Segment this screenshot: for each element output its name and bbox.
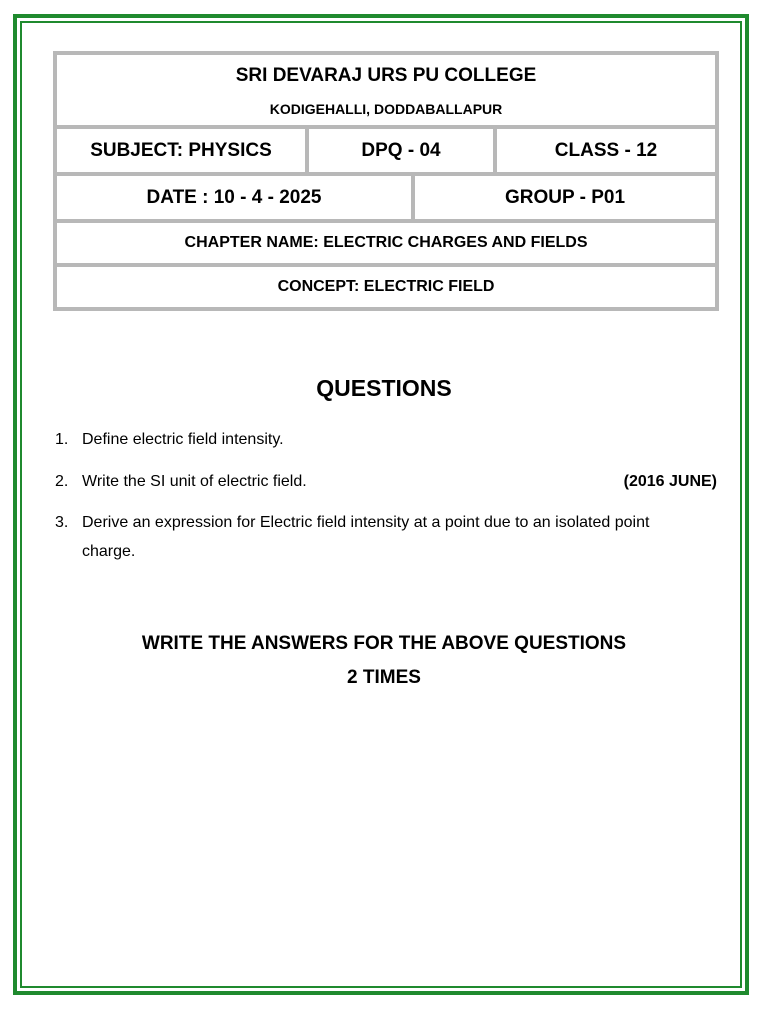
college-place: KODIGEHALLI, DODDABALLAPUR <box>269 101 503 117</box>
question-item <box>55 425 720 454</box>
group-cell: GROUP - P01 <box>413 174 717 221</box>
instruction-line-2: 2 TIMES <box>347 667 421 688</box>
subject-cell: SUBJECT: PHYSICS <box>55 127 307 174</box>
question-number: 3. <box>55 514 69 531</box>
instruction-line-1: WRITE THE ANSWERS FOR THE ABOVE QUESTIONS <box>141 633 627 654</box>
header-table <box>53 51 719 311</box>
question-item <box>55 508 720 566</box>
question-text: Derive an expression for Electric field intensity at a point due to an isolated point charge. <box>82 514 650 560</box>
question-number: 2. <box>55 473 69 490</box>
date-cell: DATE : 10 - 4 - 2025 <box>55 174 413 221</box>
concept-cell: CONCEPT: ELECTRIC FIELD <box>55 265 717 309</box>
chapter-cell: CHAPTER NAME: ELECTRIC CHARGES AND FIELDS <box>55 221 717 265</box>
class-cell: CLASS - 12 <box>495 127 717 174</box>
question-item <box>55 467 720 496</box>
instruction-note <box>0 627 768 695</box>
dpq-cell: DPQ - 04 <box>307 127 495 174</box>
question-text: Write the SI unit of electric field. <box>82 473 307 490</box>
question-number: 1. <box>55 431 69 448</box>
college-name: SRI DEVARAJ URS PU COLLEGE <box>235 65 537 86</box>
question-text: Define electric field intensity. <box>82 431 284 448</box>
question-year-tag: (2016 JUNE) <box>623 473 717 490</box>
college-cell <box>55 53 717 127</box>
questions-title: QUESTIONS <box>316 375 452 401</box>
